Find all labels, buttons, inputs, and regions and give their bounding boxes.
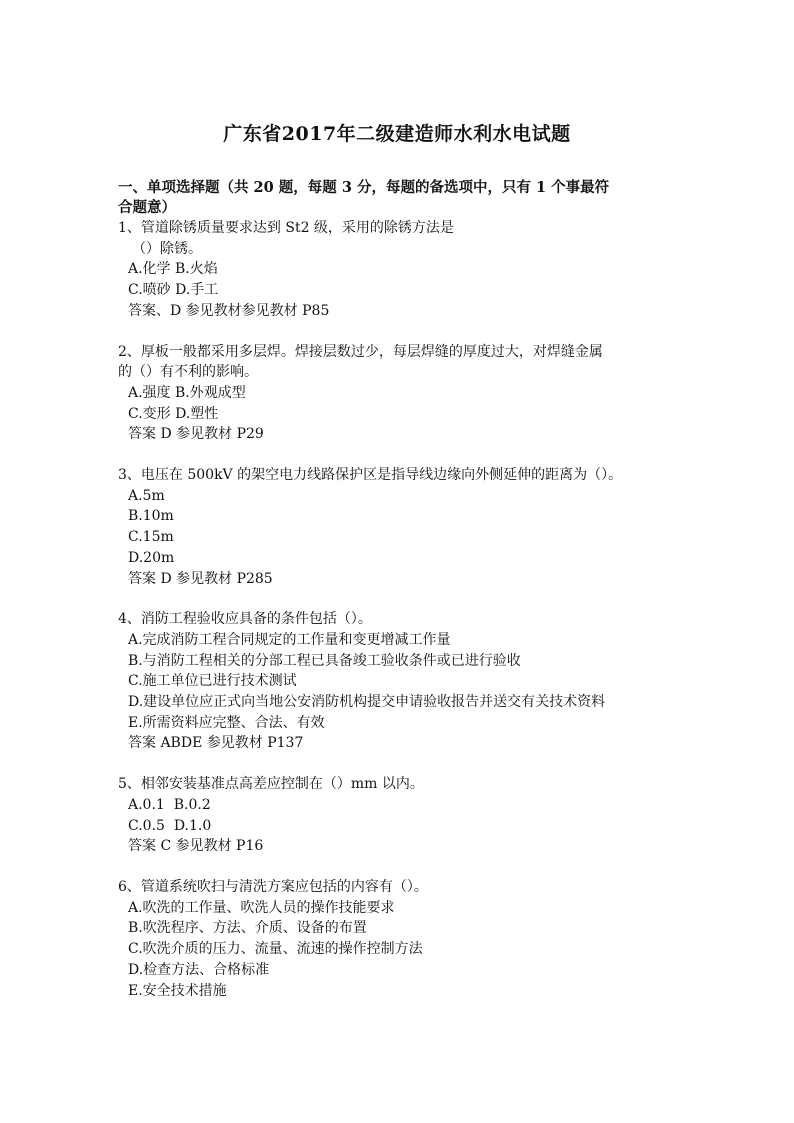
question-2	[118, 342, 698, 446]
question-stem: 1、管道除锈质量要求达到 St2 级，采用的除锈方法是	[118, 220, 454, 236]
question-option: D.20m	[128, 549, 175, 566]
question-option: A.完成消防工程合同规定的工作量和变更增减工作量	[128, 631, 451, 648]
question-stem: 6、管道系统吹扫与清洗方案应包括的内容有（）。	[118, 878, 428, 895]
section-header-line-2: 合题意）	[118, 199, 176, 216]
question-answer: 答案 ABDE 参见教材 P137	[128, 735, 304, 752]
question-1	[118, 218, 698, 322]
question-answer: 答案、D 参见教材参见教材 P85	[128, 302, 330, 319]
question-option: B.10m	[128, 508, 174, 525]
question-option: B.吹洗程序、方法、介质、设备的布置	[128, 920, 367, 937]
question-stem: 的（）有不利的影响。	[118, 364, 258, 381]
question-option: C.0.5 D.1.0	[128, 817, 212, 834]
question-option: A.吹洗的工作量、吹洗人员的操作技能要求	[128, 899, 395, 916]
page-title: 广东省2017年二级建造师水利水电试题	[223, 123, 571, 145]
question-4	[118, 609, 698, 754]
section-header-line-1: 一、单项选择题（共 20 题，每题 3 分，每题的备选项中，只有 1 个事最符	[118, 179, 610, 196]
question-5	[118, 774, 698, 857]
question-option: A.0.1 B.0.2	[128, 796, 211, 813]
question-stem: （）除锈。	[132, 240, 202, 257]
question-stem: 2、厚板一般都采用多层焊。焊接层数过少，每层焊缝的厚度过大，对焊缝金属	[118, 343, 603, 360]
question-answer: 答案 D 参见教材 P285	[128, 570, 273, 587]
question-stem: 5、相邻安装基准点高差应控制在（）mm 以内。	[118, 776, 424, 793]
question-option: E.所需资料应完整、合法、有效	[128, 714, 325, 731]
question-option: C.变形 D.塑性	[128, 405, 219, 422]
question-stem: 3、电压在 500kV 的架空电力线路保护区是指导线边缘向外侧延伸的距离为（）。	[118, 467, 623, 484]
question-6	[118, 877, 698, 1001]
question-answer: 答案 D 参见教材 P29	[128, 426, 264, 443]
question-3	[118, 465, 698, 589]
question-option: D.检查方法、合格标准	[128, 961, 270, 978]
question-option: C.喷砂 D.手工	[128, 282, 219, 299]
question-option: A.强度 B.外观成型	[128, 384, 246, 401]
exam-content	[118, 178, 698, 1001]
question-stem: 4、消防工程验收应具备的条件包括（）。	[118, 611, 372, 628]
question-option: C.施工单位已进行技术测试	[128, 673, 297, 690]
question-option: D.建设单位应正式向当地公安消防机构提交申请验收报告并送交有关技术资料	[128, 694, 606, 711]
question-option: B.与消防工程相关的分部工程已具备竣工验收条件或已进行验收	[128, 652, 521, 669]
question-option: C.15m	[128, 529, 174, 546]
question-answer: 答案 C 参见教材 P16	[128, 838, 264, 855]
question-option: A.5m	[128, 487, 165, 504]
question-option: C.吹洗介质的压力、流量、流速的操作控制方法	[128, 941, 423, 958]
question-option: E.安全技术措施	[128, 982, 227, 999]
question-option: A.化学 B.火焰	[128, 261, 218, 278]
